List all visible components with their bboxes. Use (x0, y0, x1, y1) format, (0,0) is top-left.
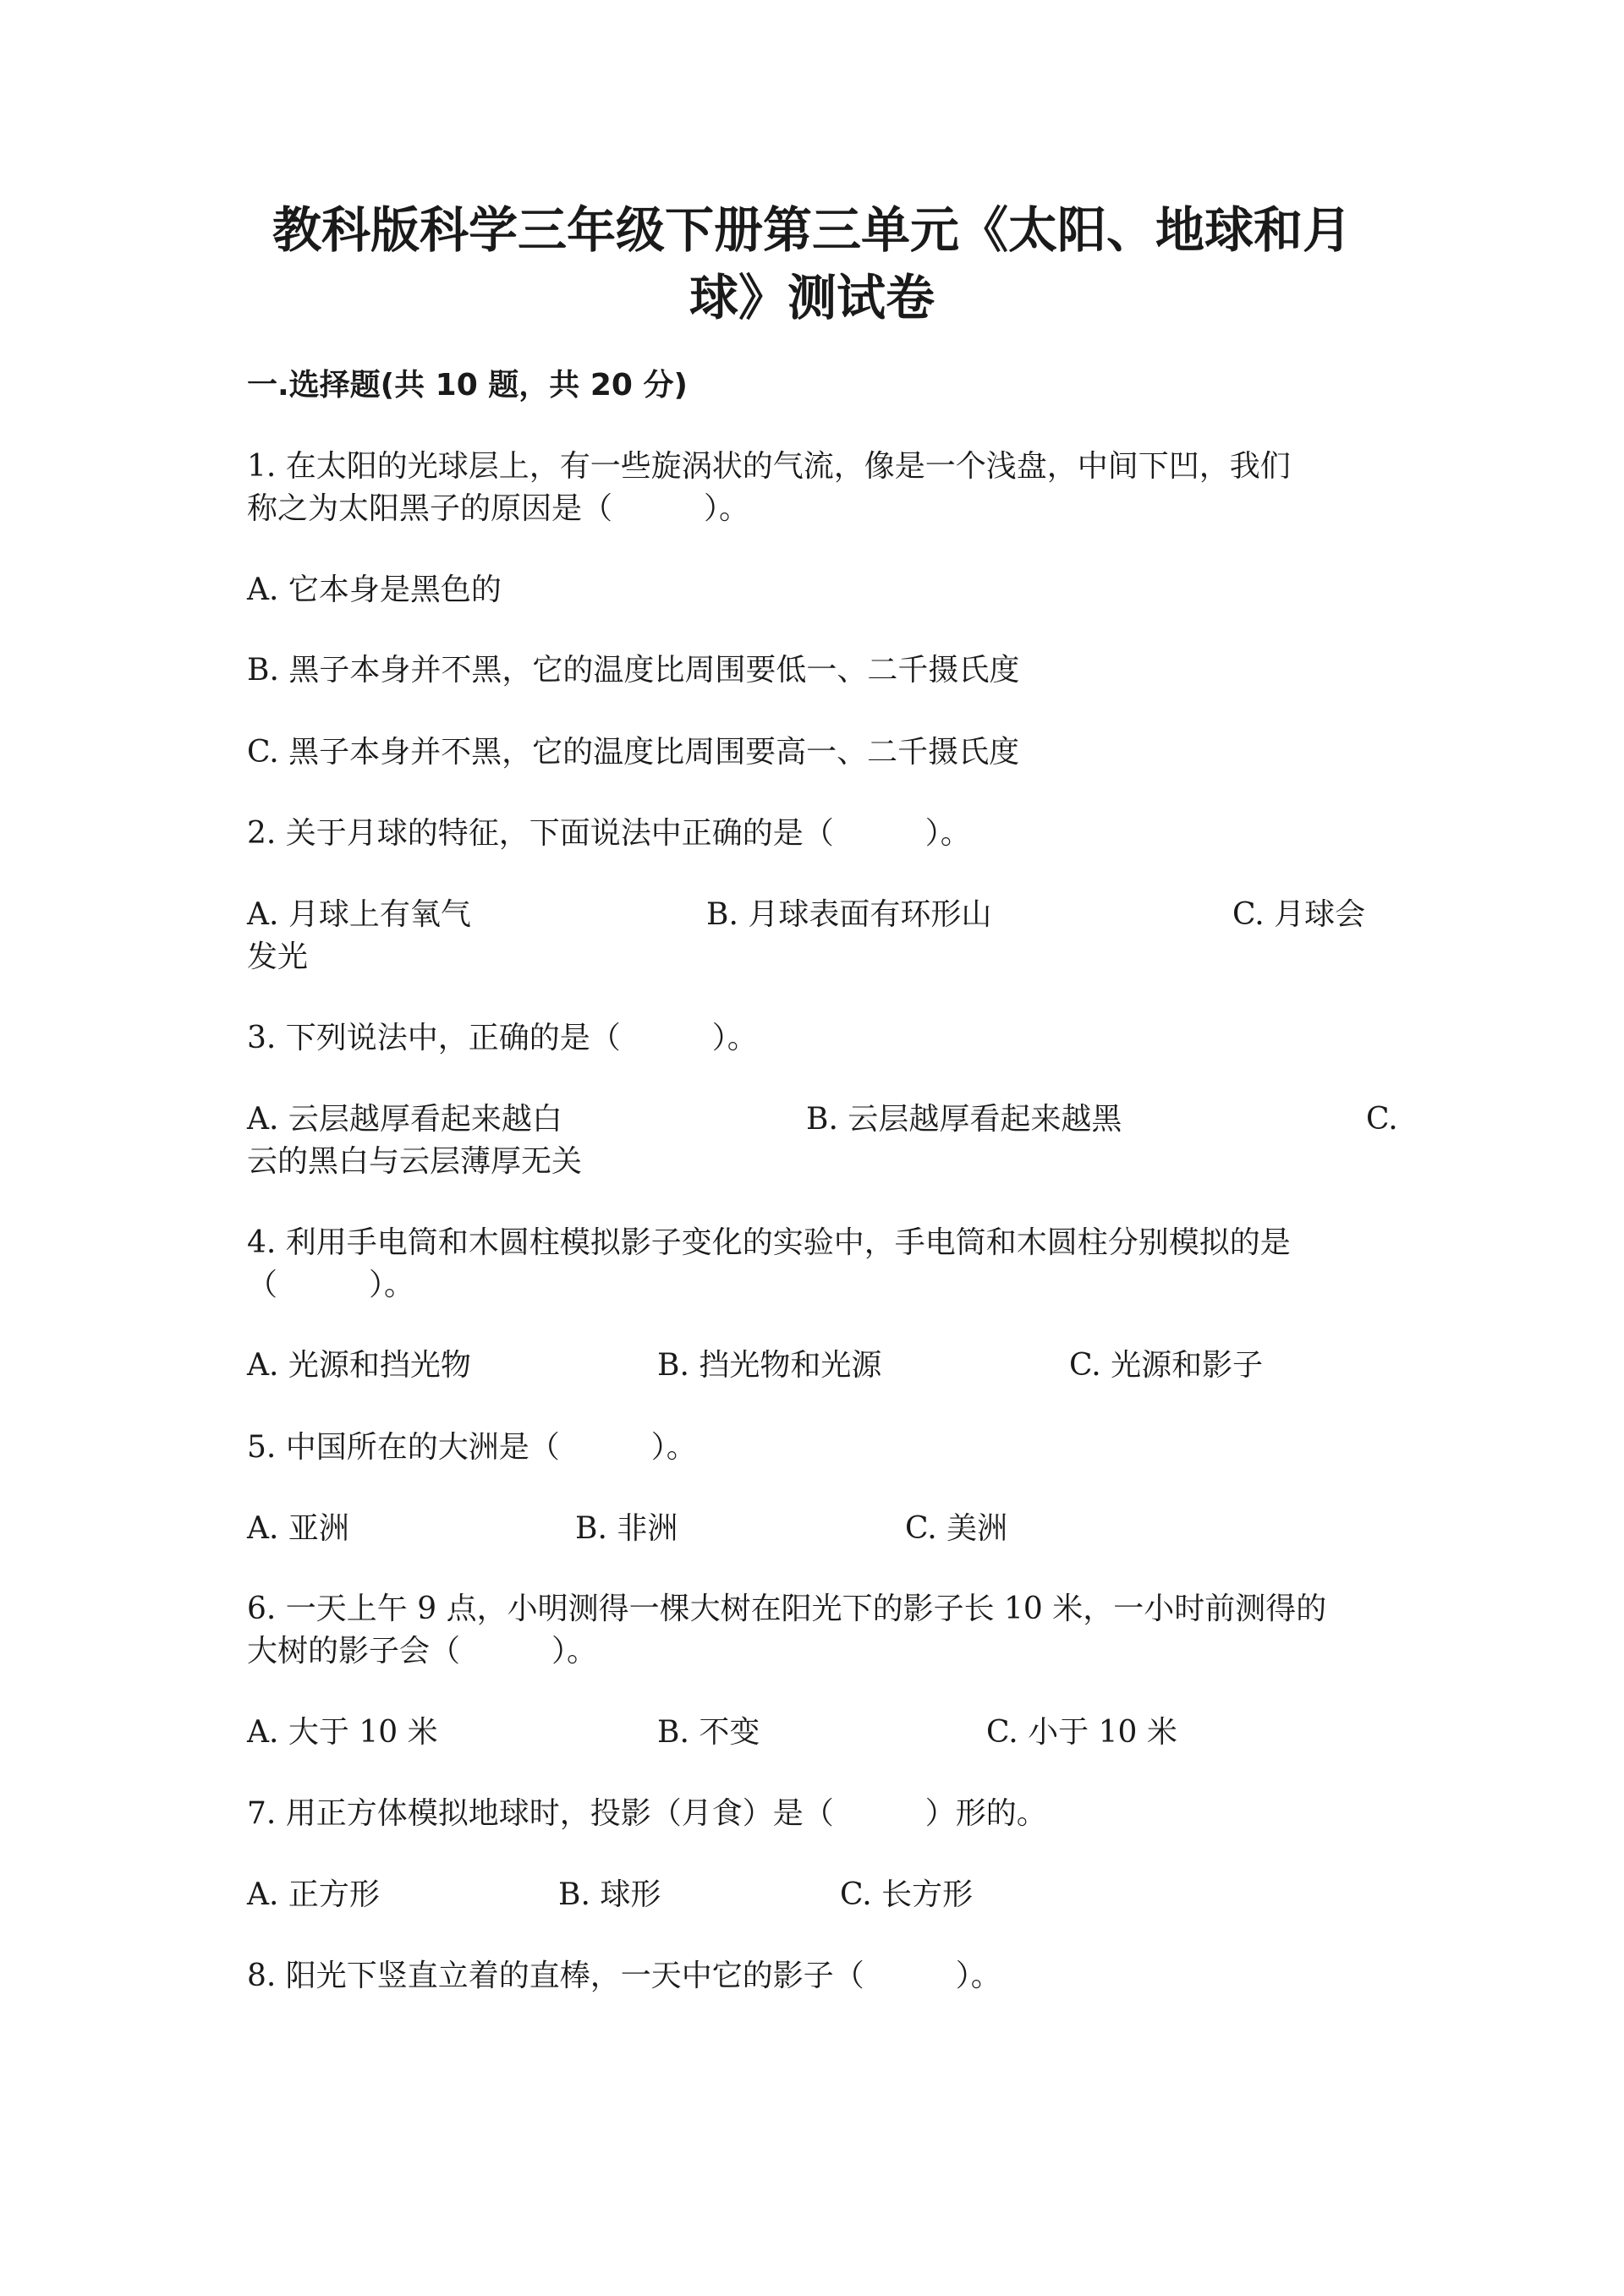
question-4-option-b: B. 挡光物和光源 (657, 1348, 882, 1383)
question-1-option-a: A. 它本身是黑色的 (247, 573, 502, 607)
question-3-option-c: C. (1366, 1102, 1398, 1137)
question-4-line-2: （ ）。 (247, 1268, 415, 1302)
question-1-line-1: 1. 在太阳的光球层上，有一些旋涡状的气流，像是一个浅盘，中间下凹，我们 (247, 449, 1291, 484)
question-3-option-b: B. 云层越厚看起来越黑 (806, 1102, 1122, 1137)
question-1-line-2: 称之为太阳黑子的原因是（ ）。 (247, 491, 750, 526)
question-5-option-c: C. 美洲 (905, 1511, 1008, 1546)
question-4-line-1: 4. 利用手电筒和木圆柱模拟影子变化的实验中，手电筒和木圆柱分别模拟的是 (247, 1225, 1291, 1260)
question-7-option-a: A. 正方形 (247, 1877, 380, 1912)
question-5-option-b: B. 非洲 (575, 1511, 678, 1546)
question-6-option-a: A. 大于 10 米 (247, 1715, 438, 1750)
question-3-option-a: A. 云层越厚看起来越白 (247, 1102, 562, 1137)
question-5-option-a: A. 亚洲 (247, 1511, 349, 1546)
question-1-option-c: C. 黑子本身并不黑，它的温度比周围要高一、二千摄氏度 (247, 735, 1020, 770)
question-2-option-a: A. 月球上有氧气 (247, 897, 471, 932)
question-2-option-c: C. 月球会 (1232, 897, 1366, 932)
question-3-line-1: 3. 下列说法中，正确的是（ ）。 (247, 1021, 758, 1055)
page-title-line-2: 球》测试卷 (689, 269, 935, 326)
section-heading: 一.选择题(共 10 题，共 20 分) (247, 368, 688, 403)
question-8-line-1: 8. 阳光下竖直立着的直棒，一天中它的影子（ ）。 (247, 1959, 1001, 1993)
question-6-line-2: 大树的影子会（ ）。 (247, 1634, 598, 1669)
question-2-line-1: 2. 关于月球的特征，下面说法中正确的是（ ）。 (247, 816, 971, 851)
question-4-option-c: C. 光源和影子 (1069, 1348, 1264, 1383)
question-1-option-b: B. 黑子本身并不黑，它的温度比周围要低一、二千摄氏度 (247, 653, 1020, 688)
question-6-line-1: 6. 一天上午 9 点，小明测得一棵大树在阳光下的影子长 10 米，一小时前测得的 (247, 1592, 1327, 1626)
page-title-line-1: 教科版科学三年级下册第三单元《太阳、地球和月 (272, 201, 1352, 259)
question-2-option-c-wrap: 发光 (247, 940, 309, 974)
question-4-option-a: A. 光源和挡光物 (247, 1348, 471, 1383)
question-7-line-1: 7. 用正方体模拟地球时，投影（月食）是（ ）形的。 (247, 1796, 1047, 1831)
question-7-option-b: B. 球形 (558, 1877, 661, 1912)
question-6-option-c: C. 小于 10 米 (986, 1715, 1177, 1750)
question-7-option-c: C. 长方形 (840, 1877, 974, 1912)
question-5-line-1: 5. 中国所在的大洲是（ ）。 (247, 1430, 697, 1465)
question-3-option-c-wrap: 云的黑白与云层薄厚无关 (247, 1144, 583, 1179)
question-6-option-b: B. 不变 (657, 1715, 760, 1750)
question-2-option-b: B. 月球表面有环形山 (706, 897, 992, 932)
